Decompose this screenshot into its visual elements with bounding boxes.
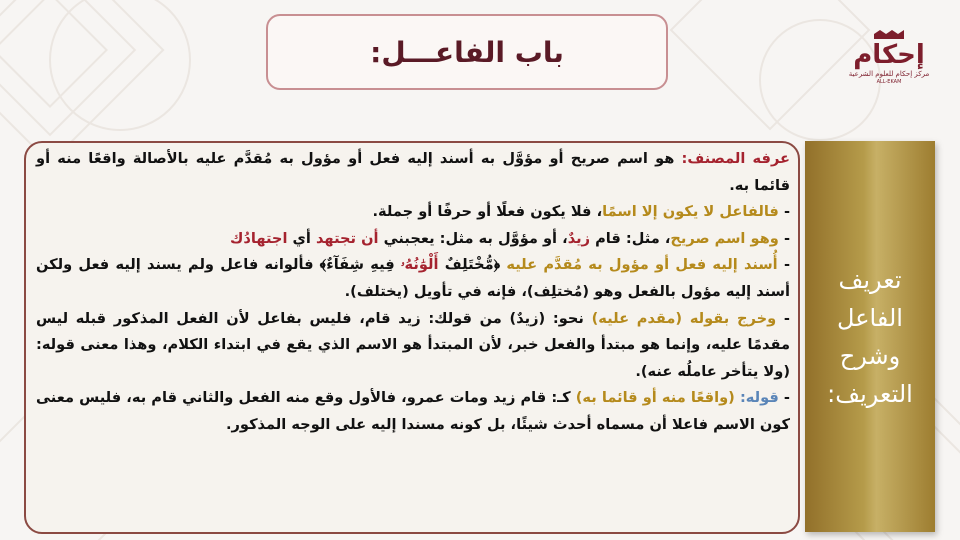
paragraph-occurring — [36, 385, 790, 438]
verse-alwanuhu: أَلْوَٰنُهُۥ — [400, 256, 439, 274]
text-part: ، أو مؤوَّل به مثل: يعجبني — [378, 229, 568, 247]
definition-text: هو اسم صريح أو مؤوَّل به أسند إليه فعل أو مؤول به مُقدَّم عليه بالأصالة واقعًا منه أو قائما به. — [36, 150, 790, 194]
bullet-dash: - — [777, 256, 790, 274]
phrase-assigned-verb: أُسند إليه فعل أو مؤول به مُقدَّم عليه — [506, 256, 778, 274]
side-panel — [805, 141, 935, 532]
logo-subtitle: مركز إحكام للعلوم الشرعية — [848, 70, 930, 78]
bullet-dash: - — [776, 309, 790, 327]
side-line-2: الفاعل — [837, 303, 903, 332]
text-part: أي — [287, 229, 316, 247]
bullet-dash: - — [778, 229, 790, 247]
side-line-3: وشرح — [839, 341, 901, 370]
side-panel-text — [827, 261, 913, 413]
side-line-4: التعريف: — [827, 379, 913, 408]
paragraph-assigned-verb — [36, 252, 790, 305]
text-part: فِيهِ شِفَآءٌ﴾ فألوانه فاعل ولم يسند إليه فعل ولكن أسند إليه مؤول بالفعل وهو (مُختلِف)، فإنه في تأويل (يختلف). — [36, 256, 790, 300]
text-part: ، مثل: قام — [590, 229, 671, 247]
bullet-dash: - — [778, 203, 790, 221]
logo-code: ALL-EKAM — [876, 79, 902, 85]
example-an-tajtahid: أن تجتهد — [316, 229, 379, 247]
side-line-1: تعريف — [838, 265, 902, 294]
example-zaid: زيدٌ — [567, 229, 590, 247]
phrase-explicit-name: وهو اسم صريح — [670, 229, 779, 247]
definition-label: عرفه المصنف: — [681, 150, 791, 167]
phrase-excluded: وخرج بقوله (مقدم عليه) — [591, 309, 777, 327]
paragraph-name-only — [36, 199, 790, 226]
example-ijtihaduk: اجتهادُك — [229, 229, 288, 247]
phrase-qawluhu: قوله: — [739, 389, 779, 407]
logo-name: إحكام — [853, 40, 925, 70]
text-occurring: كـ: قام زيد ومات عمرو، فالأول وقع منه الفعل والثاني قام به، فليس معنى كون الاسم فاعلا أن مسماه أحدث شيئًا، بل كونه مسندا إليه على الوجه المذكور. — [36, 389, 790, 433]
paragraph-excluded — [36, 306, 790, 386]
logo — [848, 28, 930, 94]
verse-part: ﴿مُّخْتَلِفٌ — [438, 256, 507, 274]
text-excluded: نحو: (زيدٌ) من قولك: زيد قام، فليس بفاعل لأن الفعل المذكور قبله ليس مقدمًا عليه، وإنما هو مبتدأ والفعل خبر، لأن المبتدأ هو الاسم الذي يقع في ابتداء الكلام، وهذا معنى قوله: (ولا يتأخر عاملُه عنه). — [36, 309, 790, 380]
logo-emblem-icon — [872, 28, 906, 40]
title-box — [266, 14, 668, 90]
paragraph-explicit-name — [36, 226, 790, 253]
page-title: باب الفاعـــل: — [370, 35, 564, 69]
content-box — [24, 141, 800, 534]
phrase-name-only: فالفاعل لا يكون إلا اسمًا — [602, 203, 779, 221]
phrase-occurring: (واقعًا منه أو قائما به) — [575, 389, 740, 407]
text-name-only: ، فلا يكون فعلًا أو حرفًا أو جملة. — [372, 203, 603, 221]
bullet-dash: - — [778, 389, 790, 407]
paragraph-definition — [36, 146, 790, 199]
